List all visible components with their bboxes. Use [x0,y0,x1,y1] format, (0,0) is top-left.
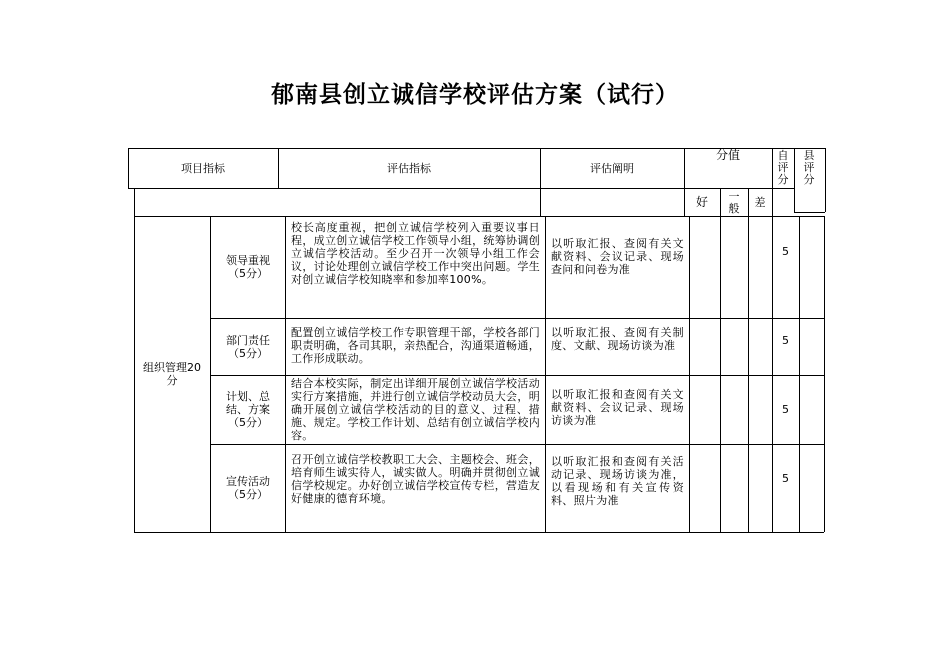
row-name: 部门责任（5分） [226,333,270,360]
body-cat [210,216,211,532]
body-right [824,216,825,532]
body-left [134,216,135,532]
body-criteria [545,216,546,532]
row-explain: 以听取汇报和查阅有关活动记录、现场访谈为准，以看现场和有关宣传资料、照片为准 [551,455,684,507]
row-criteria: 配置创立诚信学校工作专职管理干部，学校各部门职责明确，各司其职，亲热配合，沟通渠道畅通，工作形成联动。 [291,326,540,365]
row-score: 5 [782,334,789,347]
header-eval: 评估指标 [387,161,431,175]
table-bottom [134,532,824,533]
sub-left [134,188,135,216]
row-criteria: 召开创立诚信学校教职工大会、主题校会、班会，培育师生诚实待人，诚实做人。明确并贯彻创立诚信学校规定。办好创立诚信学校宣传专栏，营造友好健康的德育环境。 [291,453,540,505]
border-county [825,148,826,212]
header-county: 县评分 [803,149,815,186]
row2-bottom [210,375,824,376]
header-self: 自评分 [777,149,789,186]
header-divider [128,188,684,189]
row-name: 计划、总结、方案（5分） [226,390,270,429]
row-score: 5 [782,244,789,258]
row-criteria: 结合本校实际，制定出详细开展创立诚信学校活动实行方案措施，并进行创立诚信学校动员大会，明确开展创立诚信学校活动的目的意义、过程、措施、规定。学校工作计划、总结有创立诚信学校内容。 [291,377,540,442]
row-score: 5 [782,403,789,416]
row-criteria: 校长高度重视，把创立诚信学校列入重要议事日程，成立创立诚信学校工作领导小组，统筹协调创立诚信学校活动。至少召开一次领导小组工作会议，讨论处理创立诚信学校工作中突出问题。学生对创立诚信学校知晓率和参加率100%。 [291,221,540,286]
border-self [794,148,795,212]
header-score: 分值 [715,148,740,162]
header-bad: 差 [754,195,766,209]
header-good: 好 [695,194,708,209]
row-name: 宣传活动（5分） [226,475,270,501]
page-title: 郁南县创立诚信学校评估方案（试行） [271,81,679,108]
row-name: 领导重视（5分） [226,254,270,280]
header-item: 项目指标 [181,161,225,175]
row-score: 5 [782,471,789,485]
row3-bottom [210,444,824,445]
body-normal [748,216,749,532]
county-bottom [794,212,825,213]
row1-bottom [210,318,824,319]
row-explain: 以听取汇报、查阅有关文献资料、会议记录、现场查问和问卷为准 [551,237,684,276]
sub-good [720,188,721,216]
row-explain: 以听取汇报和查阅有关文献资料、会议记录、现场访谈为准 [551,388,684,427]
header-explain: 评估阐明 [590,161,634,175]
body-self [799,216,800,532]
body-name [285,216,286,532]
category-label: 组织管理20分 [143,361,201,387]
body-good [720,216,721,532]
row-explain: 以听取汇报、查阅有关制度、文献、现场访谈为准 [551,326,684,352]
body-explain [689,216,690,532]
sub-bad [772,188,773,216]
header-normal: 一般 [728,190,740,215]
